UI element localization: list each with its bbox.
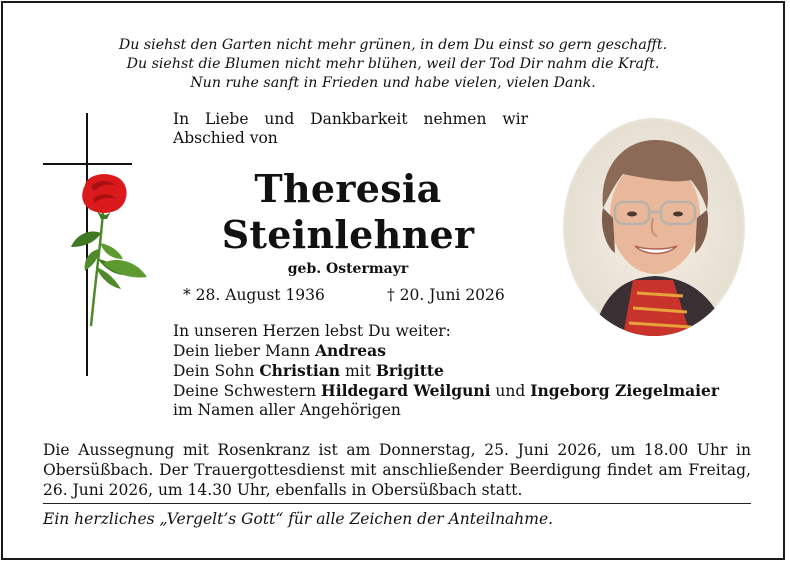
poem-line: Nun ruhe sanft in Frieden und habe vielen, vielen Dank. (190, 75, 596, 91)
cross-horizontal-beam (43, 163, 132, 165)
death-date: † 20. Juni 2026 (387, 286, 505, 304)
intro-text: In Liebe und Dankbarkeit nehmen wir Abschied von (173, 110, 528, 147)
mourner-name: Hildegard Weilguni (321, 381, 491, 400)
funeral-service-details: Die Aussegnung mit Rosenkranz ist am Donnerstag, 25. Juni 2026, um 18.00 Uhr in Obersüßbach. Der Trauergottesdienst mit anschließender Beerdigung findet am Freitag, 26. Juni 2026, um 14.30 Uhr, ebenfalls in Obersüßbach statt. (43, 441, 751, 499)
mourner-connector: und (490, 382, 531, 400)
obituary-notice (1, 1, 785, 560)
mourner-line-son (173, 361, 719, 381)
mourner-line-husband (173, 341, 719, 361)
mourner-line-sisters (173, 381, 719, 401)
mourner-name: Brigitte (375, 361, 444, 380)
mourners-closing: im Namen aller Angehörigen (173, 401, 401, 419)
mourner-connector: mit (340, 362, 376, 380)
deceased-first-name: Theresia (254, 166, 442, 211)
memorial-poem (3, 36, 783, 93)
divider (43, 503, 751, 504)
birth-name: geb. Ostermayr (287, 261, 409, 277)
mourner-name: Christian (259, 361, 341, 380)
mourner-relation: Dein Sohn (173, 362, 260, 380)
deceased-last-name: Steinlehner (221, 212, 475, 257)
mourner-name: Andreas (315, 341, 386, 360)
poem-line: Du siehst den Garten nicht mehr grünen, in dem Du einst so gern geschafft. (118, 37, 668, 53)
red-rose-icon (63, 171, 153, 331)
mourners-heading: In unseren Herzen lebst Du weiter: (173, 322, 451, 340)
birth-date: * 28. August 1936 (183, 286, 325, 304)
mourner-relation: Deine Schwestern (173, 382, 322, 400)
mourners-list (173, 322, 719, 420)
thanks-line: Ein herzliches „Vergelt’s Gott“ für alle Zeichen der Anteilnahme. (43, 510, 554, 528)
portrait-photo (563, 118, 745, 336)
mourner-relation: Dein lieber Mann (173, 342, 315, 360)
mourner-name: Ingeborg Ziegelmaier (530, 381, 720, 400)
poem-line: Du siehst die Blumen nicht mehr blühen, weil der Tod Dir nahm die Kraft. (126, 56, 660, 72)
